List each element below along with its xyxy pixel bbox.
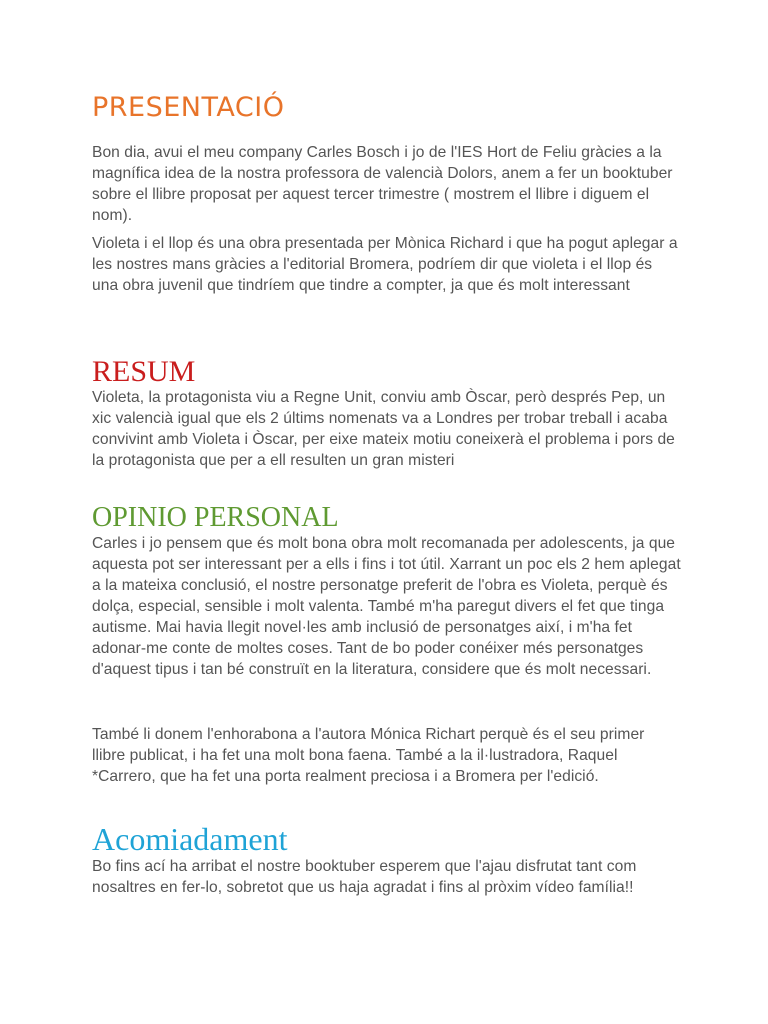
paragraph-opinio-1: Carles i jo pensem que és molt bona obra molt recomanada per adolescents, ja que aquesta pot ser interessant per a ells i fins i tot útil. Xarrant un poc els 2 hem aplegat a la mateixa conclusió, el nostre personatge preferit de l'obra es Violeta, perquè és dolça, especial, sensible i molt valenta. També m'ha paregut divers el fet que tinga autisme. Mai havia llegit novel·les amb inclusió de personatges així, i m'ha fet adonar-me conte de moltes coses. Tant de bo poder conéixer més personatges d'aquest tipus i tan bé construït en la literatura, considere que és molt necessari. — [92, 535, 681, 678]
heading-opinio-personal: OPINIO PERSONAL — [92, 502, 339, 533]
heading-resum: RESUM — [92, 355, 196, 388]
paragraph-resum: Violeta, la protagonista viu a Regne Unit, conviu amb Òscar, però després Pep, un xic valencià igual que els 2 últims nomenats va a Londres per trobar treball i acaba convivint amb Violeta i Òscar, per eixe mateix motiu coneixerà el problema i pors de la protagonista que per a ell resulten un gran misteri — [92, 389, 675, 469]
paragraph-opinio-2: També li donem l'enhorabona a l'autora Mónica Richart perquè és el seu primer llibre publicat, i ha fet una molt bona faena. També a la il·lustradora, Raquel *Carrero, que ha fet una porta realment preciosa i a Bromera per l'edició. — [92, 726, 645, 785]
heading-acomiadament: Acomiadament — [92, 821, 288, 857]
paragraph-acomiadament: Bo fins ací ha arribat el nostre booktuber esperem que l'ajau disfrutat tant com nosaltres en fer-lo, sobretot que us haja agradat i fins al pròxim vídeo família!! — [92, 858, 637, 896]
paragraph-presentacio-2: Violeta i el llop és una obra presentada per Mònica Richard i que ha pogut aplegar a les nostres mans gràcies a l'editorial Bromera, podríem dir que violeta i el llop és una obra juvenil que tindríem que tindre a compter, ja que és molt interessant — [92, 235, 678, 294]
heading-presentacio: PRESENTACIÓ — [92, 92, 285, 123]
paragraph-presentacio-1: Bon dia, avui el meu company Carles Bosch i jo de l'IES Hort de Feliu gràcies a la magnífica idea de la nostra professora de valencià Dolors, anem a fer un booktuber sobre el llibre proposat per aquest tercer trimestre ( mostrem el llibre i diguem el nom). — [92, 144, 673, 224]
